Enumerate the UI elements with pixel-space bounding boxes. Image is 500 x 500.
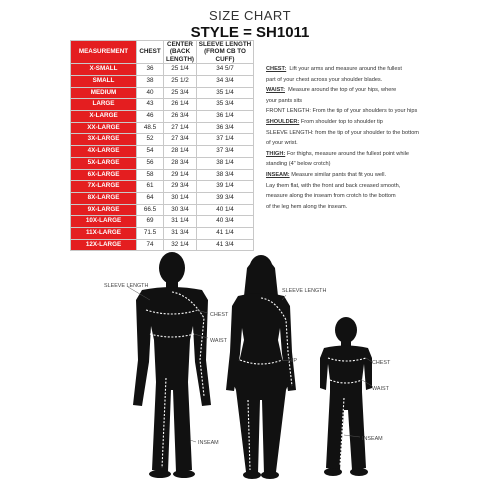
instr-inseam-4: of the leg hem along the inseam. — [266, 203, 348, 210]
size-cell: X-LARGE — [71, 111, 137, 123]
man-chest-label: CHEST — [210, 312, 229, 318]
measurement-instructions — [266, 64, 494, 212]
back-length-cell: 27 1/4 — [164, 122, 197, 134]
chest-cell: 61 — [137, 181, 164, 193]
size-cell: X-SMALL — [71, 64, 137, 76]
back-length-cell: 29 1/4 — [164, 169, 197, 181]
size-chart-body — [71, 64, 254, 251]
child-inseam-label: INSEAM — [362, 436, 383, 442]
sleeve-length-cell: 34 5/7 — [197, 64, 254, 76]
back-length-cell: 26 1/4 — [164, 99, 197, 111]
man-sleeve-label: SLEEVE LENGTH — [104, 283, 149, 289]
chest-cell: 71.5 — [137, 228, 164, 240]
table-row — [71, 87, 254, 99]
table-header-row — [71, 41, 254, 64]
chest-cell: 58 — [137, 169, 164, 181]
hip-label: HIP — [288, 358, 297, 364]
table-row — [71, 146, 254, 158]
size-cell: 8X-LARGE — [71, 192, 137, 204]
instr-chest-2: part of your chest across your shoulder blades. — [266, 76, 383, 83]
sleeve-length-cell: 37 1/4 — [197, 134, 254, 146]
sleeve-length-cell: 35 3/4 — [197, 99, 254, 111]
back-length-cell: 32 1/4 — [164, 239, 197, 251]
instr-sleeve-2: of your wrist. — [266, 140, 298, 147]
chest-cell: 36 — [137, 64, 164, 76]
back-length-cell: 31 1/4 — [164, 216, 197, 228]
back-length-cell: 29 3/4 — [164, 181, 197, 193]
instr-thigh: THIGH: For thighs, measure around the fullest point while — [266, 150, 410, 157]
sleeve-length-cell: 37 3/4 — [197, 146, 254, 158]
instr-waist: WAIST: Measure around the top of your hips, where — [266, 87, 397, 94]
back-length-cell: 31 3/4 — [164, 228, 197, 240]
size-cell: 7X-LARGE — [71, 181, 137, 193]
child-chest-label: CHEST — [372, 360, 391, 366]
table-row — [71, 216, 254, 228]
instr-shoulder: SHOULDER: From shoulder top to shoulder tip — [266, 118, 383, 125]
woman-sleeve-label: SLEEVE LENGTH — [282, 288, 327, 294]
chest-cell: 64 — [137, 192, 164, 204]
size-cell: 10X-LARGE — [71, 216, 137, 228]
instr-sleeve: SLEEVE LENGTH: from the tip of your shoulder to the bottom — [266, 129, 419, 136]
table-row — [71, 75, 254, 87]
size-chart-table — [70, 40, 254, 251]
chest-cell: 69 — [137, 216, 164, 228]
size-cell: 12X-LARGE — [71, 239, 137, 251]
size-cell: 5X-LARGE — [71, 157, 137, 169]
table-row — [71, 204, 254, 216]
back-length-cell: 27 3/4 — [164, 134, 197, 146]
back-length-cell: 26 3/4 — [164, 111, 197, 123]
table-row — [71, 134, 254, 146]
col-header-measurement: MEASUREMENT — [71, 41, 137, 64]
size-cell: SMALL — [71, 75, 137, 87]
size-cell: XX-LARGE — [71, 122, 137, 134]
sleeve-length-cell: 40 1/4 — [197, 204, 254, 216]
chest-cell: 43 — [137, 99, 164, 111]
page-title: SIZE CHART — [208, 8, 292, 23]
chest-cell: 56 — [137, 157, 164, 169]
table-row — [71, 111, 254, 123]
instr-inseam-3: measure along the inseam from crotch to the bottom — [266, 193, 396, 200]
chest-cell: 48.5 — [137, 122, 164, 134]
table-row — [71, 64, 254, 76]
size-cell: 9X-LARGE — [71, 204, 137, 216]
instr-front-length: FRONT LENGTH: From the tip of your shoulders to your hips — [266, 108, 418, 115]
sleeve-length-cell: 36 1/4 — [197, 111, 254, 123]
size-cell: 3X-LARGE — [71, 134, 137, 146]
chest-cell: 74 — [137, 239, 164, 251]
table-row — [71, 181, 254, 193]
col-header-chest: CHEST — [137, 41, 164, 64]
sleeve-length-cell: 35 1/4 — [197, 87, 254, 99]
instr-inseam: INSEAM: Measure similar pants that fit you well. — [266, 171, 387, 178]
back-length-cell: 25 1/4 — [164, 64, 197, 76]
style-code: STYLE = SH1011 — [190, 24, 310, 41]
chest-cell: 54 — [137, 146, 164, 158]
instr-waist-2: your pants sits — [266, 97, 303, 104]
sleeve-length-cell: 41 3/4 — [197, 239, 254, 251]
col-header-back-length: CENTER (BACK LENGTH) — [164, 41, 197, 64]
back-length-cell: 28 1/4 — [164, 146, 197, 158]
measurement-figures — [0, 240, 500, 490]
chest-cell: 46 — [137, 111, 164, 123]
sleeve-length-cell: 38 3/4 — [197, 169, 254, 181]
chest-cell: 66.5 — [137, 204, 164, 216]
back-length-cell: 28 3/4 — [164, 157, 197, 169]
chest-cell: 40 — [137, 87, 164, 99]
size-cell: 6X-LARGE — [71, 169, 137, 181]
man-inseam-label: INSEAM — [198, 440, 219, 446]
instr-inseam-2: Lay them flat, with the front and back creased smooth, — [266, 182, 401, 189]
table-row — [71, 169, 254, 181]
back-length-cell: 25 1/2 — [164, 75, 197, 87]
size-cell: 11X-LARGE — [71, 228, 137, 240]
size-cell: 4X-LARGE — [71, 146, 137, 158]
back-length-cell: 25 3/4 — [164, 87, 197, 99]
table-row — [71, 157, 254, 169]
table-row — [71, 228, 254, 240]
sleeve-length-cell: 40 3/4 — [197, 216, 254, 228]
table-row — [71, 122, 254, 134]
back-length-cell: 30 3/4 — [164, 204, 197, 216]
size-cell: LARGE — [71, 99, 137, 111]
child-silhouette-icon — [320, 317, 372, 476]
table-row — [71, 99, 254, 111]
sleeve-length-cell: 38 1/4 — [197, 157, 254, 169]
sleeve-length-cell: 41 1/4 — [197, 228, 254, 240]
man-waist-label: WAIST — [210, 338, 227, 344]
back-length-cell: 30 1/4 — [164, 192, 197, 204]
chest-cell: 38 — [137, 75, 164, 87]
chest-cell: 52 — [137, 134, 164, 146]
child-waist-label: WAIST — [372, 386, 389, 392]
sleeve-length-cell: 34 3/4 — [197, 75, 254, 87]
sleeve-length-cell: 39 1/4 — [197, 181, 254, 193]
instr-thigh-2: standing (4" below crotch) — [266, 161, 331, 168]
size-cell: MEDIUM — [71, 87, 137, 99]
sleeve-length-cell: 39 3/4 — [197, 192, 254, 204]
col-header-sleeve-length: SLEEVE LENGTH (FROM CB TO CUFF) — [197, 41, 254, 64]
sleeve-length-cell: 36 3/4 — [197, 122, 254, 134]
instr-chest: CHEST: Lift your arms and measure around the fullest — [266, 66, 402, 72]
table-row — [71, 192, 254, 204]
